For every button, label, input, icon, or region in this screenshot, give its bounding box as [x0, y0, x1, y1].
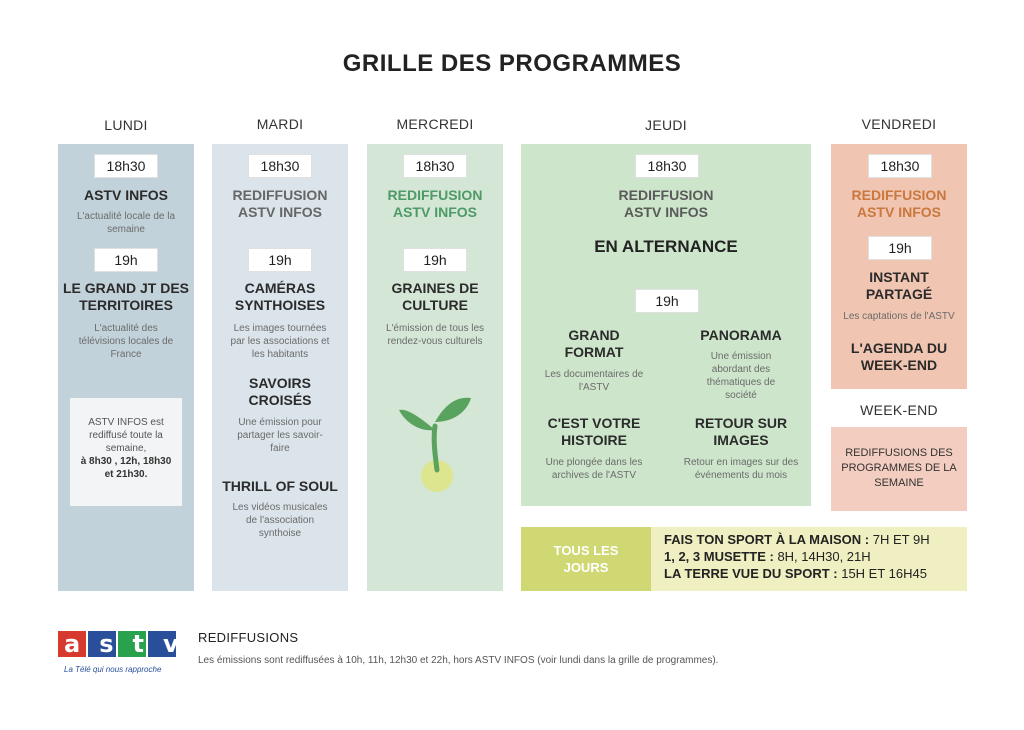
sprout-icon	[395, 392, 475, 502]
daily-label-text: TOUS LES JOURS	[553, 543, 619, 575]
daily-program-times: 8H, 14H30, 21H	[777, 549, 871, 564]
column-jeudi	[521, 144, 811, 506]
program-title: INSTANT PARTAGÉ	[865, 269, 933, 302]
footer-text: Les émissions sont rediffusées à 10h, 11h, 12h30 et 22h, hors ASTV INFOS (voir lundi dans la grille de programmes).	[198, 655, 719, 666]
program-description: Les images tournées par les associations et les habitants	[230, 323, 330, 360]
program-title: CAMÉRAS SYNTHOISES	[234, 280, 326, 313]
time-badge: 18h30	[248, 154, 312, 178]
time-badge: 19h	[403, 248, 467, 272]
weekend-text: REDIFFUSIONS DES PROGRAMMES DE LA SEMAINE	[841, 447, 957, 489]
daily-program-times: 15H ET 16H45	[841, 566, 927, 581]
footer-title: REDIFFUSIONS	[198, 630, 299, 645]
program-title: REDIFFUSION ASTV INFOS	[232, 187, 328, 220]
program-title: L'AGENDA DU WEEK-END	[850, 340, 948, 373]
program-title: REDIFFUSION ASTV INFOS	[387, 187, 483, 220]
column-vendredi	[831, 144, 967, 389]
program-description: L'émission de tous les rendez-vous culturels	[385, 323, 485, 347]
program-title: GRAND FORMAT	[564, 327, 624, 360]
program-title: REDIFFUSION ASTV INFOS	[851, 187, 947, 220]
column-lundi	[58, 144, 194, 591]
note-times: à 8h30 , 12h, 18h30 et 21h30.	[80, 456, 172, 480]
time-badge: 19h	[248, 248, 312, 272]
program-description: L'actualité locale de la semaine	[76, 211, 176, 235]
program-description: Les documentaires de l'ASTV	[544, 369, 644, 393]
program-description: Les captations de l'ASTV	[843, 311, 955, 322]
daily-program-item	[664, 531, 930, 548]
time-badge: 18h30	[94, 154, 158, 178]
time-badge: 18h30	[403, 154, 467, 178]
daily-program-item	[664, 548, 930, 565]
weekend-box	[831, 427, 967, 511]
day-heading-lundi: LUNDI	[104, 117, 148, 133]
logo-text: astv	[64, 630, 198, 658]
daily-program-name: LA TERRE VUE DU SPORT :	[664, 566, 838, 581]
daily-program-name: 1, 2, 3 MUSETTE :	[664, 549, 774, 564]
program-title: PANORAMA	[700, 327, 782, 343]
page-title: GRILLE DES PROGRAMMES	[342, 50, 682, 77]
program-title: REDIFFUSION ASTV INFOS	[618, 187, 714, 220]
logo-tagline: La Télé qui nous rapproche	[64, 665, 162, 674]
note-text: ASTV INFOS est rediffusé toute la semaine,	[88, 417, 164, 454]
time-badge: 19h	[94, 248, 158, 272]
program-title: C'EST VOTRE HISTOIRE	[547, 415, 641, 448]
daily-program-item	[664, 565, 930, 582]
daily-label	[521, 527, 651, 591]
program-title: GRAINES DE CULTURE	[391, 280, 479, 313]
time-badge: 18h30	[635, 154, 699, 178]
program-title: SAVOIRS CROISÉS	[248, 375, 312, 408]
program-description: Les vidéos musicales de l'association synthoise	[232, 502, 328, 539]
program-description: Une émission abordant des thématiques de société	[706, 351, 776, 401]
program-title: ASTV INFOS	[83, 187, 168, 203]
day-heading-vendredi: VENDREDI	[861, 116, 937, 132]
astv-logo	[58, 629, 198, 684]
program-description: Une plongée dans les archives de l'ASTV	[545, 457, 643, 481]
daily-program-times: 7H ET 9H	[872, 532, 930, 547]
column-mardi	[212, 144, 348, 591]
daily-program-name: FAIS TON SPORT À LA MAISON :	[664, 532, 870, 547]
program-description: L'actualité des télévisions locales de France	[78, 323, 174, 360]
program-title: RETOUR SUR IMAGES	[694, 415, 788, 448]
column-mercredi	[367, 144, 503, 591]
rediffusion-note	[70, 398, 182, 506]
time-badge: 19h	[868, 236, 932, 260]
logo-letters	[58, 630, 198, 658]
daily-programs-list	[664, 531, 930, 582]
time-badge: 19h	[635, 289, 699, 313]
day-heading-jeudi: JEUDI	[645, 117, 687, 133]
alternance-title: EN ALTERNANCE	[594, 237, 738, 256]
day-heading-mardi: MARDI	[256, 116, 304, 132]
day-heading-mercredi: MERCREDI	[396, 116, 474, 132]
program-description: Une émission pour partager les savoir-faire	[237, 417, 323, 454]
program-title: THRILL OF SOUL	[222, 478, 338, 494]
program-description: Retour en images sur des événements du mois	[683, 457, 799, 481]
time-badge: 18h30	[868, 154, 932, 178]
weekend-heading: WEEK-END	[860, 402, 938, 418]
program-title: LE GRAND JT DES TERRITOIRES	[62, 280, 189, 313]
